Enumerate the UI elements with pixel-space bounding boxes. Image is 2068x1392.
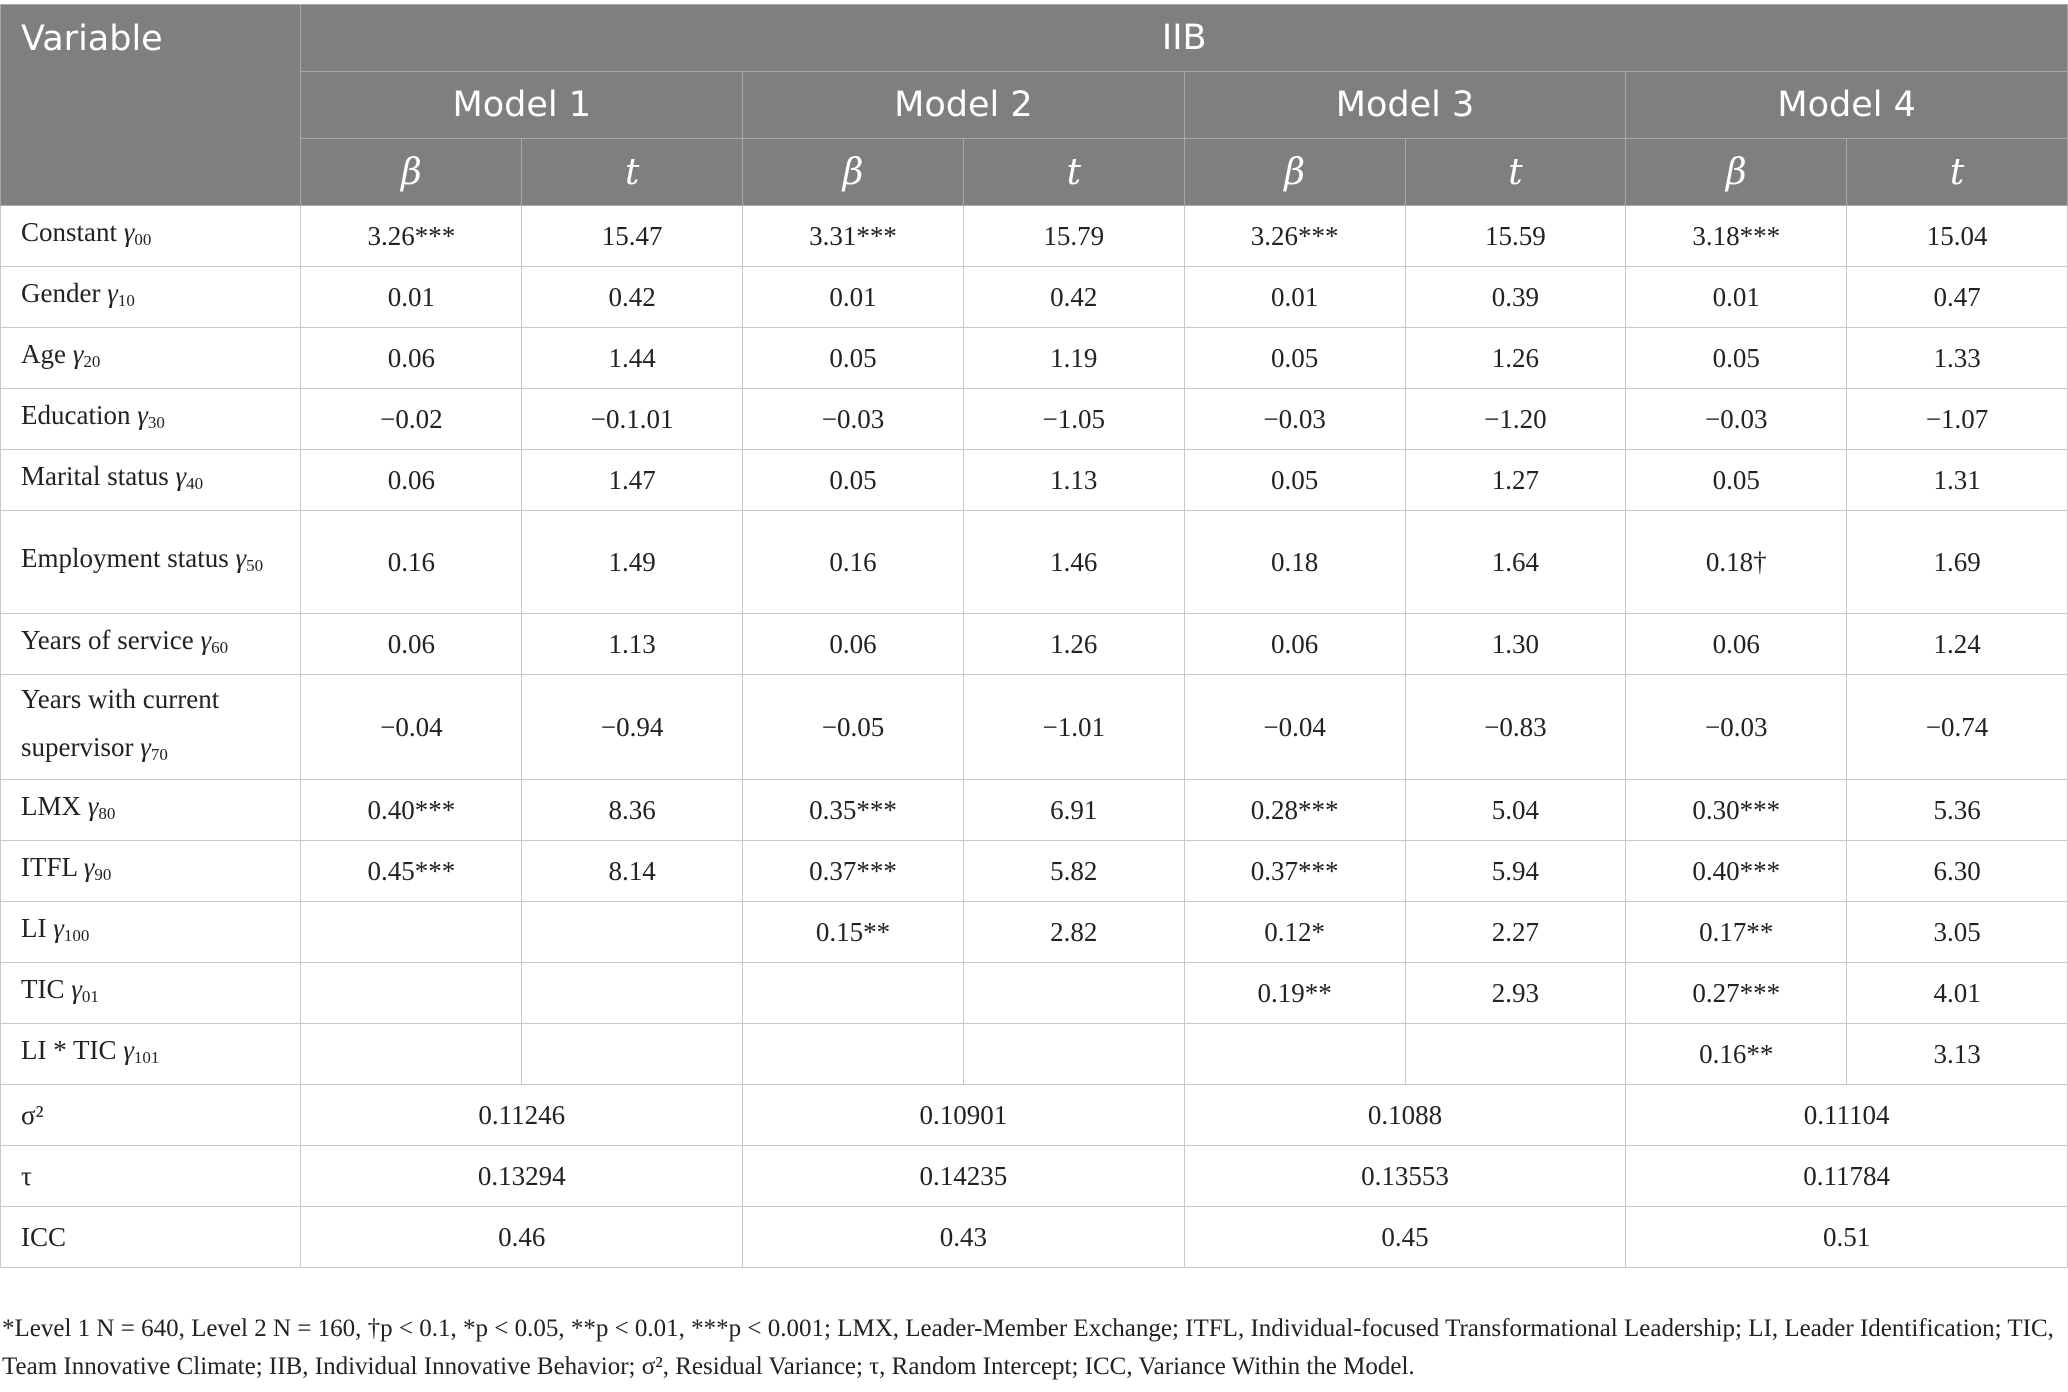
table-cell: 0.01	[1626, 267, 1847, 328]
regression-results-table	[0, 4, 2068, 1268]
table-cell: 0.06	[1626, 614, 1847, 675]
table-row	[1, 1085, 2068, 1146]
row-label: τ	[1, 1146, 301, 1207]
table-cell: 0.16	[301, 511, 522, 614]
row-label	[1, 902, 301, 963]
table-cell: 0.13553	[1184, 1146, 1626, 1207]
model-2-t-header: t	[963, 139, 1184, 206]
gamma-symbol: γ	[235, 543, 247, 573]
table-cell: 0.16**	[1626, 1024, 1847, 1085]
table-cell	[522, 1024, 743, 1085]
gamma-symbol: γ	[137, 400, 148, 430]
row-label: ICC	[1, 1207, 301, 1268]
table-cell: −0.05	[743, 675, 964, 780]
row-label-text: Marital status	[21, 461, 169, 491]
table-cell: 1.19	[963, 328, 1184, 389]
table-cell: −1.05	[963, 389, 1184, 450]
table-cell: 0.30***	[1626, 780, 1847, 841]
table-cell: 0.19**	[1184, 963, 1405, 1024]
table-row	[1, 614, 2068, 675]
row-label-text: Years with current supervisor	[21, 684, 220, 762]
row-label	[1, 511, 301, 614]
gamma-subscript: 101	[133, 1048, 160, 1067]
gamma-symbol: γ	[123, 1035, 134, 1065]
table-cell	[963, 963, 1184, 1024]
table-cell: −1.07	[1847, 389, 2068, 450]
table-cell: 0.06	[301, 614, 522, 675]
row-label-text: Employment status	[21, 543, 229, 573]
gamma-subscript: 10	[117, 291, 135, 310]
table-cell: 0.16	[743, 511, 964, 614]
table-cell: 0.01	[301, 267, 522, 328]
gamma-subscript: 70	[150, 745, 168, 764]
table-cell: 0.11784	[1626, 1146, 2068, 1207]
row-label	[1, 267, 301, 328]
table-row	[1, 675, 2068, 780]
table-cell	[301, 963, 522, 1024]
table-cell	[1184, 1024, 1405, 1085]
table-cell: −0.03	[743, 389, 964, 450]
gamma-subscript: 100	[63, 926, 90, 945]
table-cell: 0.17**	[1626, 902, 1847, 963]
gamma-symbol: γ	[175, 461, 187, 491]
table-cell: 0.18	[1184, 511, 1405, 614]
gamma-symbol: γ	[72, 339, 84, 369]
table-cell: 1.30	[1405, 614, 1626, 675]
table-cell: 0.06	[1184, 614, 1405, 675]
table-cell	[522, 963, 743, 1024]
model-4-t-header: t	[1847, 139, 2068, 206]
table-cell: 0.40***	[301, 780, 522, 841]
table-cell: 3.18***	[1626, 206, 1847, 267]
table-cell	[743, 1024, 964, 1085]
row-label-text: Years of service	[21, 625, 194, 655]
model-4-header: Model 4	[1626, 72, 2068, 139]
table-cell: 1.46	[963, 511, 1184, 614]
row-label	[1, 780, 301, 841]
table-cell: 5.36	[1847, 780, 2068, 841]
table-cell: 0.51	[1626, 1207, 2068, 1268]
table-cell: 0.05	[743, 328, 964, 389]
table-cell: 3.26***	[301, 206, 522, 267]
model-2-beta-header: β	[743, 139, 964, 206]
model-1-beta-header: β	[301, 139, 522, 206]
table-cell: 2.93	[1405, 963, 1626, 1024]
table-cell: 0.27***	[1626, 963, 1847, 1024]
table-cell: 0.06	[301, 450, 522, 511]
table-row	[1, 963, 2068, 1024]
table-cell: 0.14235	[743, 1146, 1185, 1207]
row-label	[1, 841, 301, 902]
table-cell: 5.82	[963, 841, 1184, 902]
gamma-subscript: 30	[147, 413, 165, 432]
table-cell: 0.01	[1184, 267, 1405, 328]
table-cell: 4.01	[1847, 963, 2068, 1024]
model-2-header: Model 2	[743, 72, 1185, 139]
table-cell: −0.94	[522, 675, 743, 780]
row-label-text: TIC	[21, 974, 65, 1004]
table-row	[1, 450, 2068, 511]
table-cell: 0.05	[1184, 328, 1405, 389]
row-label	[1, 389, 301, 450]
model-4-beta-header: β	[1626, 139, 1847, 206]
table-cell: 6.30	[1847, 841, 2068, 902]
table-cell: 0.42	[963, 267, 1184, 328]
row-label	[1, 1024, 301, 1085]
table-cell: 0.15**	[743, 902, 964, 963]
gamma-subscript: 00	[134, 230, 152, 249]
table-cell: 3.31***	[743, 206, 964, 267]
table-cell: 1.26	[1405, 328, 1626, 389]
row-label	[1, 328, 301, 389]
row-label-text: ITFL	[21, 852, 77, 882]
table-cell: −0.03	[1184, 389, 1405, 450]
table-cell: 0.42	[522, 267, 743, 328]
table-cell: −0.04	[1184, 675, 1405, 780]
table-row	[1, 841, 2068, 902]
row-label-text: LI	[21, 913, 47, 943]
table-cell: 0.13294	[301, 1146, 743, 1207]
table-cell: 5.04	[1405, 780, 1626, 841]
table-cell: 0.10901	[743, 1085, 1185, 1146]
table-cell	[301, 902, 522, 963]
model-3-beta-header: β	[1184, 139, 1405, 206]
table-cell: 1.49	[522, 511, 743, 614]
table-row	[1, 902, 2068, 963]
table-cell	[522, 902, 743, 963]
table-cell: −0.04	[301, 675, 522, 780]
table-cell: −0.74	[1847, 675, 2068, 780]
row-label-text: Constant	[21, 217, 118, 247]
table-cell: 0.39	[1405, 267, 1626, 328]
table-row	[1, 1024, 2068, 1085]
table-cell: 1.26	[963, 614, 1184, 675]
table-cell: 0.12*	[1184, 902, 1405, 963]
table-cell: 1.47	[522, 450, 743, 511]
gamma-symbol: γ	[53, 913, 64, 943]
gamma-symbol: γ	[83, 852, 95, 882]
row-label: σ²	[1, 1085, 301, 1146]
table-row	[1, 511, 2068, 614]
model-3-header: Model 3	[1184, 72, 1626, 139]
table-cell: 15.04	[1847, 206, 2068, 267]
gamma-subscript: 01	[81, 987, 99, 1006]
table-cell	[1405, 1024, 1626, 1085]
table-cell: 1.13	[963, 450, 1184, 511]
table-cell: 5.94	[1405, 841, 1626, 902]
gamma-symbol: γ	[140, 732, 151, 762]
table-cell: 0.40***	[1626, 841, 1847, 902]
table-cell: 0.06	[301, 328, 522, 389]
table-cell: 0.37***	[743, 841, 964, 902]
table-cell	[963, 1024, 1184, 1085]
table-cell: −1.20	[1405, 389, 1626, 450]
table-cell: 0.18†	[1626, 511, 1847, 614]
table-row	[1, 1207, 2068, 1268]
table-row	[1, 328, 2068, 389]
table-cell: 8.14	[522, 841, 743, 902]
table-cell: 0.05	[1626, 328, 1847, 389]
table-body	[1, 206, 2068, 1268]
table-cell: 1.44	[522, 328, 743, 389]
table-cell: 8.36	[522, 780, 743, 841]
table-row	[1, 780, 2068, 841]
table-cell: 0.05	[1626, 450, 1847, 511]
row-label-text: Age	[21, 339, 66, 369]
table-cell: 3.05	[1847, 902, 2068, 963]
table-cell: 1.64	[1405, 511, 1626, 614]
row-label	[1, 614, 301, 675]
variable-column-header: Variable	[1, 5, 301, 206]
table-cell: −0.02	[301, 389, 522, 450]
table-row	[1, 1146, 2068, 1207]
table-row	[1, 267, 2068, 328]
table-cell: 0.45	[1184, 1207, 1626, 1268]
gamma-subscript: 50	[246, 556, 264, 575]
table-cell: 2.27	[1405, 902, 1626, 963]
row-label-text: LMX	[21, 791, 81, 821]
table-cell: 1.13	[522, 614, 743, 675]
table-cell: −0.83	[1405, 675, 1626, 780]
table-cell: 0.11104	[1626, 1085, 2068, 1146]
row-label-text: LI * TIC	[21, 1035, 117, 1065]
table-cell: −0.03	[1626, 675, 1847, 780]
table-cell: 0.46	[301, 1207, 743, 1268]
gamma-symbol: γ	[87, 791, 99, 821]
table-cell: 1.27	[1405, 450, 1626, 511]
table-cell: 15.47	[522, 206, 743, 267]
table-cell: −0.03	[1626, 389, 1847, 450]
row-label	[1, 450, 301, 511]
gamma-symbol: γ	[71, 974, 82, 1004]
gamma-subscript: 90	[94, 865, 112, 884]
gamma-symbol: γ	[107, 278, 118, 308]
gamma-symbol: γ	[200, 625, 212, 655]
row-label-text: Gender	[21, 278, 101, 308]
gamma-subscript: 60	[211, 638, 229, 657]
table-cell: 0.45***	[301, 841, 522, 902]
model-3-t-header: t	[1405, 139, 1626, 206]
table-cell: 2.82	[963, 902, 1184, 963]
row-label	[1, 675, 301, 780]
table-cell: 15.59	[1405, 206, 1626, 267]
table-cell: 1.33	[1847, 328, 2068, 389]
table-cell	[743, 963, 964, 1024]
table-cell: 0.06	[743, 614, 964, 675]
table-cell: −1.01	[963, 675, 1184, 780]
dependent-variable-header: IIB	[301, 5, 2068, 72]
gamma-subscript: 20	[83, 352, 101, 371]
model-1-t-header: t	[522, 139, 743, 206]
table-cell: 0.1088	[1184, 1085, 1626, 1146]
table-cell: 0.05	[1184, 450, 1405, 511]
gamma-subscript: 40	[186, 474, 204, 493]
table-cell: 15.79	[963, 206, 1184, 267]
gamma-symbol: γ	[123, 217, 135, 247]
row-label	[1, 206, 301, 267]
table-cell: 3.13	[1847, 1024, 2068, 1085]
table-cell: 0.01	[743, 267, 964, 328]
table-cell: 0.28***	[1184, 780, 1405, 841]
row-label-text: Education	[21, 400, 131, 430]
gamma-subscript: 80	[98, 804, 116, 823]
table-footnote: *Level 1 N = 640, Level 2 N = 160, †p < 0.1, *p < 0.05, **p < 0.01, ***p < 0.001; LMX, Leader-Member Exchange; ITFL, Individual-focused Transformational Leadership; LI, Leader Identification; TIC, Team Innovative Climate; IIB, Individual Innovative Behavior; σ², Residual Variance; τ, Random Intercept; ICC, Variance Within the Model.	[2, 1315, 2054, 1380]
table-cell: 0.11246	[301, 1085, 743, 1146]
table-cell: 0.35***	[743, 780, 964, 841]
table-cell: 3.26***	[1184, 206, 1405, 267]
table-header	[1, 5, 2068, 206]
table-cell: 1.69	[1847, 511, 2068, 614]
table-cell: −0.1.01	[522, 389, 743, 450]
table-cell: 6.91	[963, 780, 1184, 841]
model-1-header: Model 1	[301, 72, 743, 139]
table-cell	[301, 1024, 522, 1085]
table-cell: 0.05	[743, 450, 964, 511]
table-cell: 1.31	[1847, 450, 2068, 511]
table-row	[1, 389, 2068, 450]
row-label	[1, 963, 301, 1024]
table-cell: 0.47	[1847, 267, 2068, 328]
table-cell: 0.37***	[1184, 841, 1405, 902]
table-cell: 0.43	[743, 1207, 1185, 1268]
table-row	[1, 206, 2068, 267]
table-cell: 1.24	[1847, 614, 2068, 675]
